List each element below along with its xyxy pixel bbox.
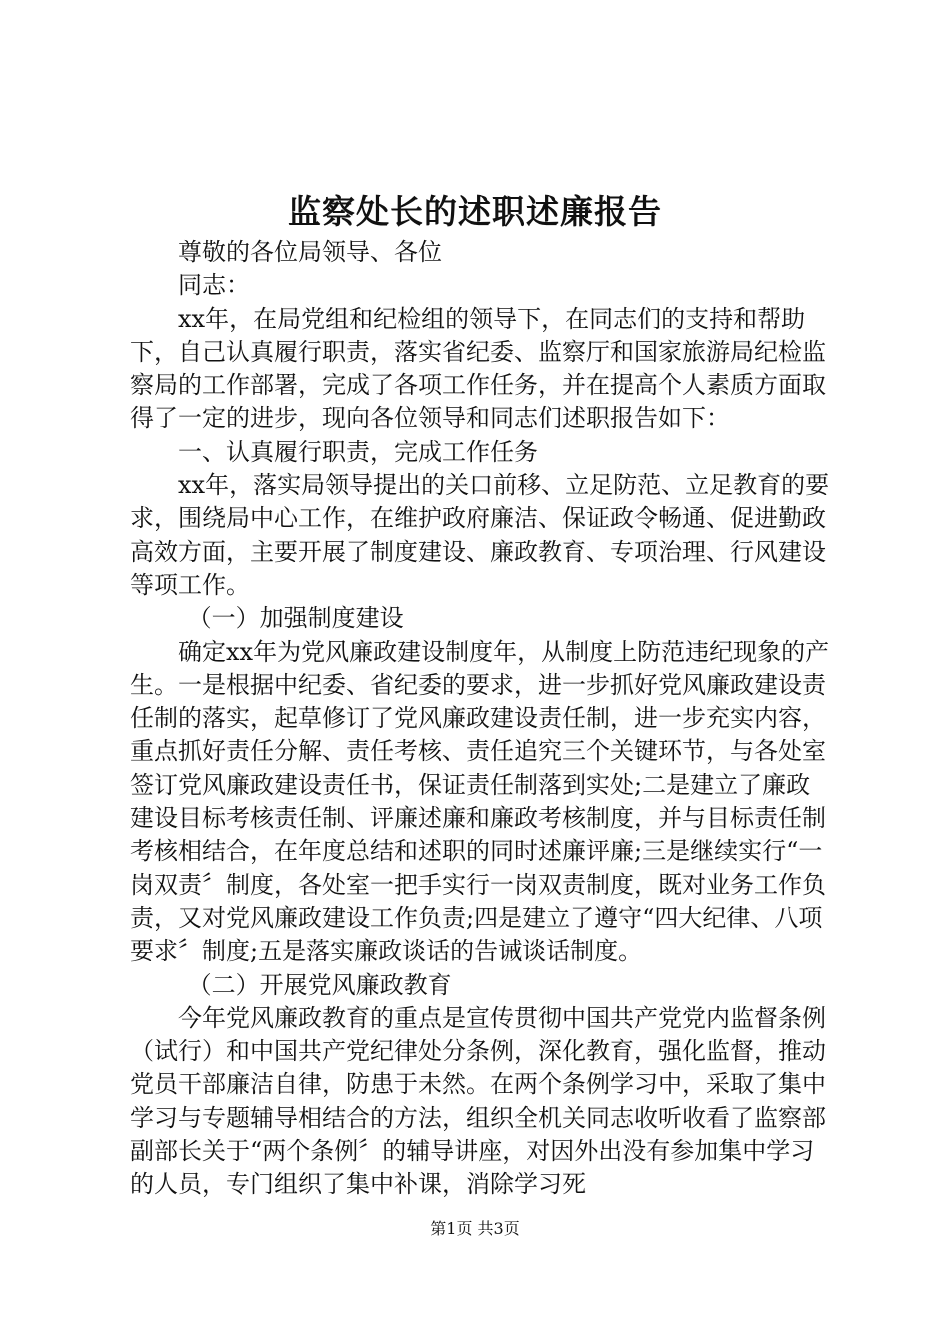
intro-paragraph: xx年，在局党组和纪检组的领导下，在同志们的支持和帮助下，自己认真履行职责，落实省纪委、监察厅和国家旅游局纪检监察局的工作部署，完成了各项工作任务，并在提高个人素质方面取得了一定的进步，现向各位领导和同志们述职报告如下： xyxy=(130,304,826,433)
subsection-2-paragraph: 今年党风廉政教育的重点是宣传贯彻中国共产党党内监督条例（试行）和中国共产党纪律处分条例，深化教育，强化监督，推动党员干部廉洁自律，防患于未然。在两个条例学习中，采取了集中学习与专题辅导相结合的方法，组织全机关同志收听收看了监察部副部长关于“两个条例〞的辅导讲座，对因外出没有参加集中学习的人员，专门组织了集中补课，消除学习死 xyxy=(130,1003,826,1199)
greeting-line-2: 同志： xyxy=(178,271,250,300)
section-1-paragraph: xx年，落实局领导提出的关口前移、立足防范、立足教育的要求，围绕局中心工作，在维护政府廉洁、保证政令畅通、促进勤政高效方面，主要开展了制度建设、廉政教育、专项治理、行风建设等项工作。 xyxy=(130,471,830,599)
subsection-heading-2: （二）开展党风廉政教育 xyxy=(187,970,452,999)
document-body xyxy=(130,236,830,1202)
section-heading-1: 一、认真履行职责，完成工作任务 xyxy=(178,437,538,466)
subsection-heading-1: （一）加强制度建设 xyxy=(187,604,404,633)
page-number-footer: 第1页 共3页 xyxy=(430,1219,520,1238)
document-title: 监察处长的述职述廉报告 xyxy=(288,192,662,231)
greeting-line-1: 尊敬的各位局领导、各位 xyxy=(178,238,442,266)
subsection-1-paragraph: 确定xx年为党风廉政建设制度年，从制度上防范违纪现象的产生。一是根据中纪委、省纪委的要求，进一步抓好党风廉政建设责任制的落实，起草修订了党风廉政建设责任制，进一步充实内容，重点抓好责任分解、责任考核、责任追究三个关键环节，与各处室签订党风廉政建设责任书，保证责任制落到实处;二是建立了廉政建设目标考核责任制、评廉述廉和廉政考核制度，并与目标责任制考核相结合，在年度总结和述职的同时述廉评廉;三是继续实行“一岗双责〞制度，各处室一把手实行一岗双责制度，既对业务工作负责，又对党风廉政建设工作负责;四是建立了遵守“四大纪律、八项要求〞制度;五是落实廉政谈话的告诫谈话制度。 xyxy=(130,637,830,966)
